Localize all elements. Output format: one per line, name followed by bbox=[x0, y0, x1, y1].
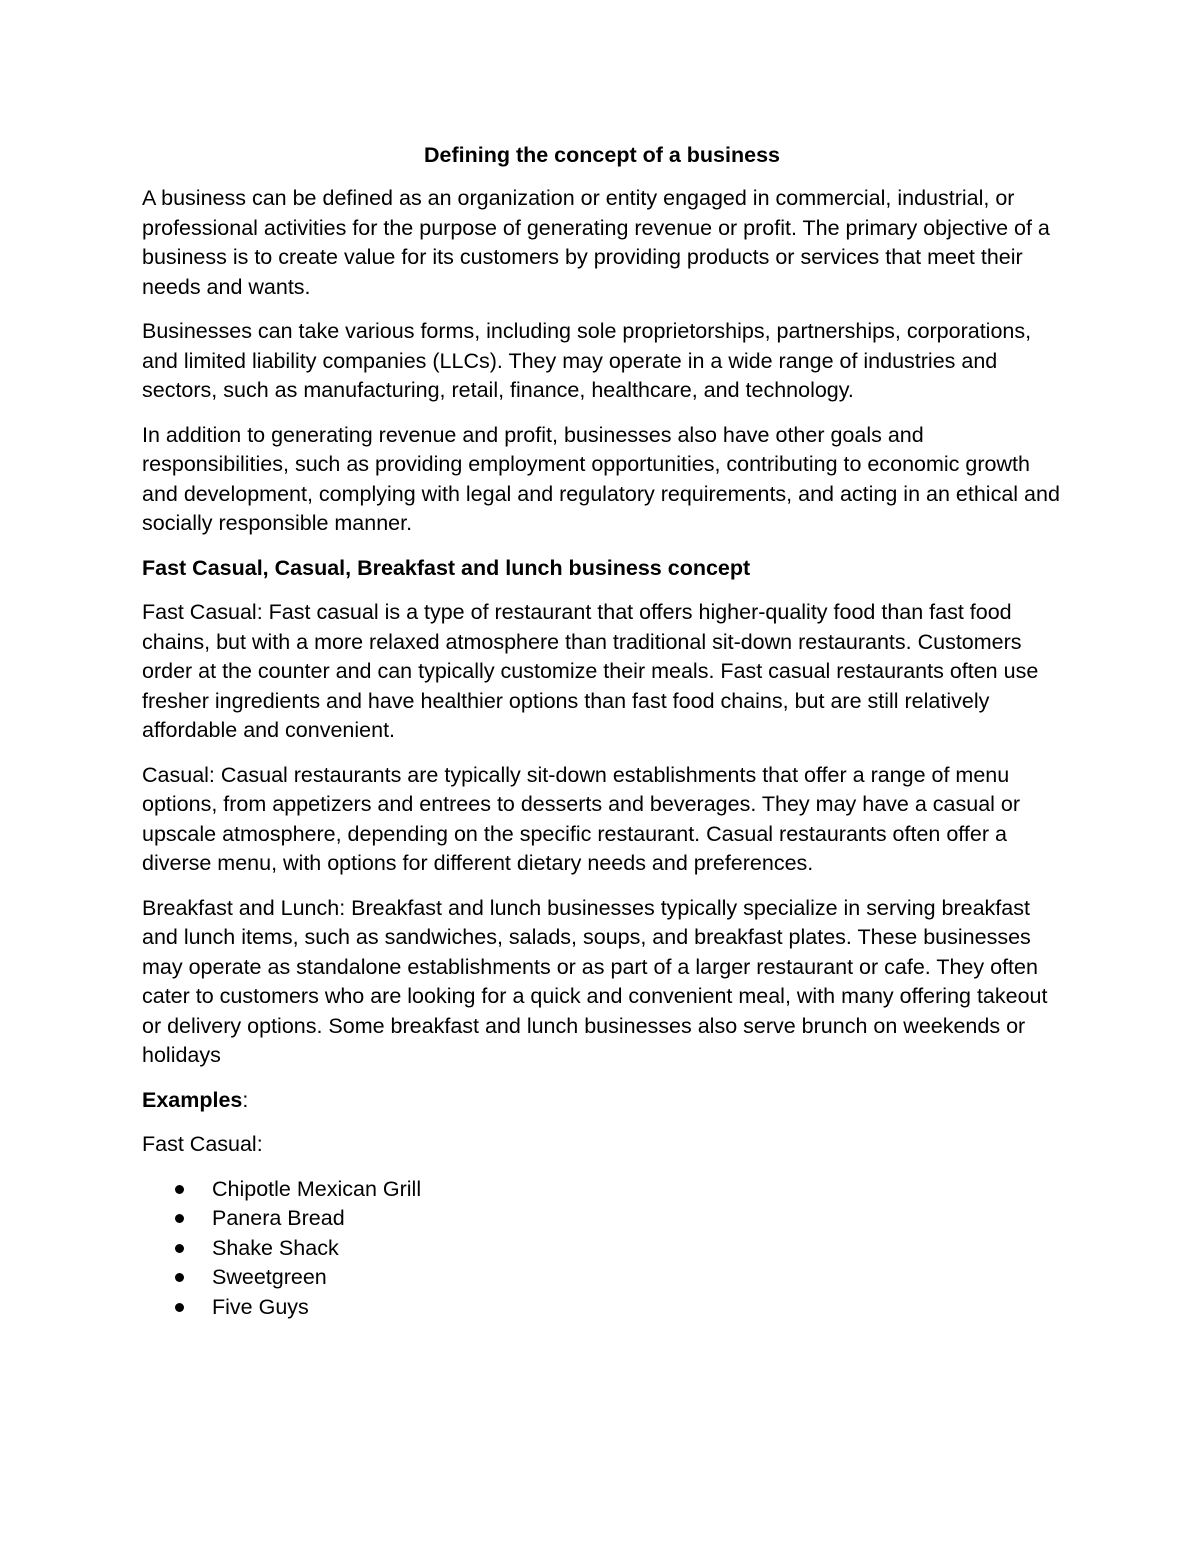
fast-casual-label: Fast Casual: bbox=[142, 1132, 263, 1156]
intro-paragraph-1: A business can be defined as an organization or entity engaged in commercial, industrial, or professional activities for the purpose of generating revenue or profit. The primary objective of a business is to create value for its customers by providing products or services that meet their needs and wants. bbox=[142, 186, 1050, 299]
casual-paragraph: Casual: Casual restaurants are typically sit-down establishments that offer a range of menu options, from appetizers and entrees to desserts and beverages. They may have a casual or upscale atmosphere, depending on the specific restaurant. Casual restaurants often offer a diverse menu, with options for different dietary needs and preferences. bbox=[142, 762, 1021, 875]
bullet-icon bbox=[175, 1303, 184, 1312]
list-item-label: Panera Bread bbox=[212, 1206, 345, 1230]
examples-colon: : bbox=[242, 1087, 249, 1112]
fast-casual-paragraph: Fast Casual: Fast casual is a type of restaurant that offers higher-quality food than fast food chains, but with a more relaxed atmosphere than traditional sit-down restaurants. Customers order at the counter and can typically customize their meals. Fast casual restaurants often use fresher ingredients and have healthier options than fast food chains, but are still relatively affordable and convenient. bbox=[142, 600, 1039, 742]
bullet-icon bbox=[175, 1185, 184, 1194]
list-item-label: Sweetgreen bbox=[212, 1265, 327, 1289]
list-item bbox=[142, 1175, 1062, 1205]
list-item-label: Shake Shack bbox=[212, 1235, 339, 1260]
breakfast-lunch-paragraph: Breakfast and Lunch: Breakfast and lunch businesses typically specialize in serving breakfast and lunch items, such as sandwiches, salads, soups, and breakfast plates. These businesses may operate as standalone establishments or as part of a larger restaurant or cafe. They often cater to customers who are looking for a quick and convenient meal, with many offering takeout or delivery options. Some breakfast and lunch businesses also serve brunch on weekends or holidays bbox=[142, 895, 1048, 1067]
bullet-icon bbox=[175, 1273, 184, 1282]
document-page bbox=[142, 140, 1062, 1322]
fast-casual-examples-list bbox=[142, 1175, 1062, 1323]
bullet-icon bbox=[175, 1244, 184, 1253]
examples-label: Examples bbox=[142, 1087, 243, 1112]
list-item-label: Five Guys bbox=[212, 1294, 309, 1319]
list-item bbox=[142, 1204, 1062, 1234]
intro-paragraph-3: In addition to generating revenue and profit, businesses also have other goals and responsibilities, such as providing employment opportunities, contributing to economic growth and development, complying with legal and regulatory requirements, and acting in an ethical and socially responsible manner. bbox=[142, 422, 1060, 535]
list-item bbox=[142, 1293, 1062, 1323]
list-item-label: Chipotle Mexican Grill bbox=[212, 1176, 422, 1201]
bullet-icon bbox=[175, 1214, 184, 1223]
list-item bbox=[142, 1234, 1062, 1264]
concept-heading: Fast Casual, Casual, Breakfast and lunch business concept bbox=[142, 555, 751, 580]
examples-heading bbox=[142, 1086, 1062, 1116]
intro-paragraph-2: Businesses can take various forms, including sole proprietorships, partnerships, corporations, and limited liability companies (LLCs). They may operate in a wide range of industries and sectors, such as manufacturing, retail, finance, healthcare, and technology. bbox=[142, 319, 1032, 402]
document-title: Defining the concept of a business bbox=[424, 143, 780, 167]
list-item bbox=[142, 1263, 1062, 1293]
